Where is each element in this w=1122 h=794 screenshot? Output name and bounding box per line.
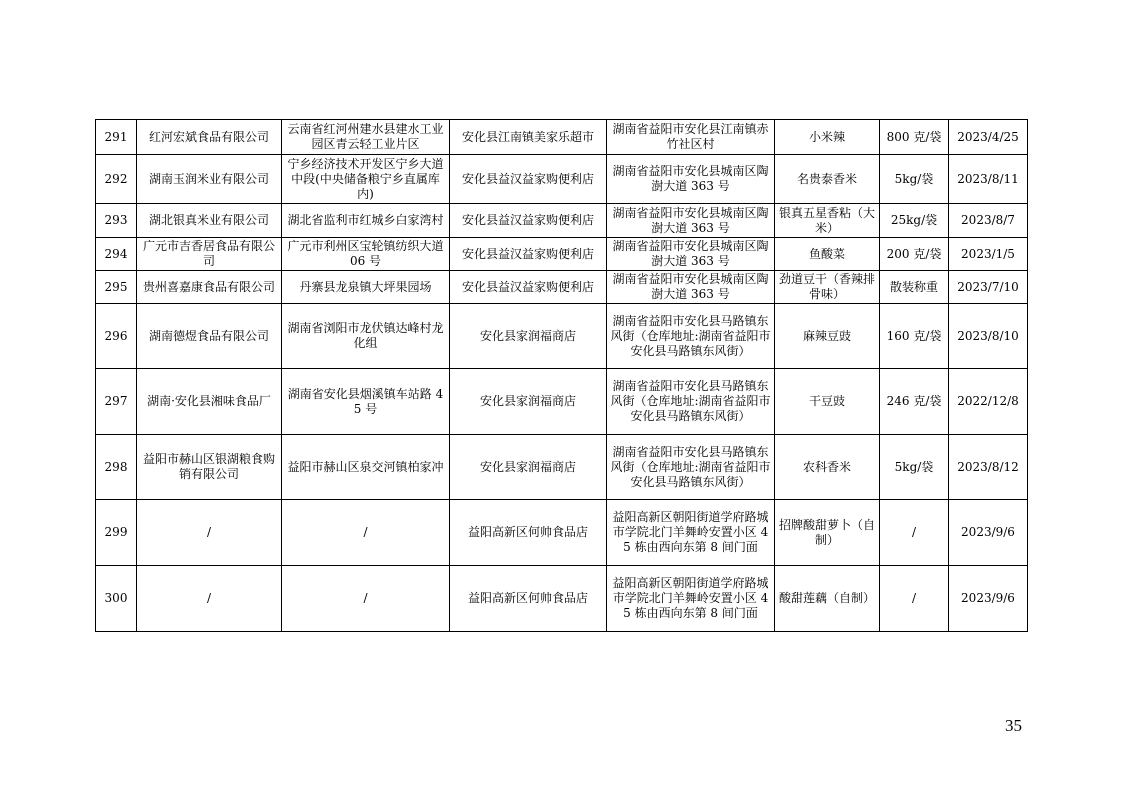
table-row: [96, 155, 1028, 204]
producer-name: 贵州喜嘉康食品有限公司: [137, 271, 282, 304]
producer-address: 广元市利州区宝轮镇纺织大道 06 号: [282, 238, 450, 271]
producer-address: 宁乡经济技术开发区宁乡大道中段(中央储备粮宁乡直属库内): [282, 155, 450, 204]
product-name: 酸甜莲藕（自制）: [775, 566, 880, 632]
product-spec: 246 克/袋: [880, 369, 949, 435]
seller-name: 益阳高新区何帅食品店: [450, 500, 607, 566]
product-spec: 5kg/袋: [880, 435, 949, 500]
table-row: [96, 566, 1028, 632]
product-name: 小米辣: [775, 120, 880, 155]
seller-address: 益阳高新区朝阳街道学府路城市学院北门羊舞岭安置小区 45 栋由西向东第 8 间门面: [607, 500, 775, 566]
production-date: 2023/8/10: [949, 304, 1028, 369]
row-number: 293: [96, 204, 137, 238]
production-date: 2023/9/6: [949, 566, 1028, 632]
product-spec: 800 克/袋: [880, 120, 949, 155]
page-number: 35: [1005, 716, 1022, 735]
producer-name: 益阳市赫山区银湖粮食购销有限公司: [137, 435, 282, 500]
producer-name: /: [137, 500, 282, 566]
product-name: 干豆豉: [775, 369, 880, 435]
row-number: 291: [96, 120, 137, 155]
seller-name: 安化县家润福商店: [450, 435, 607, 500]
seller-address: 益阳高新区朝阳街道学府路城市学院北门羊舞岭安置小区 45 栋由西向东第 8 间门面: [607, 566, 775, 632]
producer-address: 湖南省浏阳市龙伏镇达峰村龙化组: [282, 304, 450, 369]
row-number: 295: [96, 271, 137, 304]
seller-name: 安化县益汉益家购便利店: [450, 204, 607, 238]
production-date: 2023/9/6: [949, 500, 1028, 566]
product-spec: 5kg/袋: [880, 155, 949, 204]
row-number: 297: [96, 369, 137, 435]
production-date: 2022/12/8: [949, 369, 1028, 435]
product-name: 农科香米: [775, 435, 880, 500]
seller-name: 安化县江南镇美家乐超市: [450, 120, 607, 155]
row-number: 296: [96, 304, 137, 369]
seller-address: 湖南省益阳市安化县江南镇赤竹社区村: [607, 120, 775, 155]
row-number: 299: [96, 500, 137, 566]
producer-address: 云南省红河州建水县建水工业园区青云轻工业片区: [282, 120, 450, 155]
seller-name: 安化县益汉益家购便利店: [450, 238, 607, 271]
product-spec: /: [880, 566, 949, 632]
table-row: [96, 369, 1028, 435]
production-date: 2023/1/5: [949, 238, 1028, 271]
row-number: 298: [96, 435, 137, 500]
table-body: [96, 120, 1028, 632]
seller-address: 湖南省益阳市安化县马路镇东风街（仓库地址:湖南省益阳市安化县马路镇东风街）: [607, 435, 775, 500]
producer-address: /: [282, 566, 450, 632]
table-row: [96, 435, 1028, 500]
seller-name: 安化县家润福商店: [450, 304, 607, 369]
seller-address: 湖南省益阳市安化县城南区陶澍大道 363 号: [607, 204, 775, 238]
producer-address: 湖北省监利市红城乡白家湾村: [282, 204, 450, 238]
product-spec: 散装称重: [880, 271, 949, 304]
seller-name: 安化县益汉益家购便利店: [450, 271, 607, 304]
product-name: 名贵泰香米: [775, 155, 880, 204]
seller-address: 湖南省益阳市安化县马路镇东风街（仓库地址:湖南省益阳市安化县马路镇东风街）: [607, 369, 775, 435]
producer-name: 红河宏斌食品有限公司: [137, 120, 282, 155]
seller-address: 湖南省益阳市安化县城南区陶澍大道 363 号: [607, 238, 775, 271]
producer-address: 益阳市赫山区泉交河镇柏家冲: [282, 435, 450, 500]
row-number: 292: [96, 155, 137, 204]
product-name: 鱼酸菜: [775, 238, 880, 271]
row-number: 294: [96, 238, 137, 271]
table-row: [96, 271, 1028, 304]
product-spec: 200 克/袋: [880, 238, 949, 271]
table-row: [96, 304, 1028, 369]
table-row: [96, 500, 1028, 566]
production-date: 2023/8/11: [949, 155, 1028, 204]
production-date: 2023/8/12: [949, 435, 1028, 500]
production-date: 2023/4/25: [949, 120, 1028, 155]
seller-name: 益阳高新区何帅食品店: [450, 566, 607, 632]
seller-name: 安化县家润福商店: [450, 369, 607, 435]
row-number: 300: [96, 566, 137, 632]
product-name: 麻辣豆豉: [775, 304, 880, 369]
product-spec: 160 克/袋: [880, 304, 949, 369]
producer-address: 湖南省安化县烟溪镇车站路 45 号: [282, 369, 450, 435]
product-name: 劲道豆干（香辣排骨味）: [775, 271, 880, 304]
table-row: [96, 120, 1028, 155]
product-spec: 25kg/袋: [880, 204, 949, 238]
producer-name: /: [137, 566, 282, 632]
table-row: [96, 204, 1028, 238]
product-spec: /: [880, 500, 949, 566]
seller-address: 湖南省益阳市安化县城南区陶澍大道 363 号: [607, 271, 775, 304]
producer-name: 湖南·安化县湘味食品厂: [137, 369, 282, 435]
product-name: 招牌酸甜萝卜（自制）: [775, 500, 880, 566]
table-row: [96, 238, 1028, 271]
producer-name: 广元市吉香居食品有限公司: [137, 238, 282, 271]
production-date: 2023/8/7: [949, 204, 1028, 238]
producer-address: /: [282, 500, 450, 566]
product-name: 银真五星香粘（大米）: [775, 204, 880, 238]
producer-name: 湖南玉润米业有限公司: [137, 155, 282, 204]
seller-address: 湖南省益阳市安化县城南区陶澍大道 363 号: [607, 155, 775, 204]
seller-name: 安化县益汉益家购便利店: [450, 155, 607, 204]
producer-name: 湖北银真米业有限公司: [137, 204, 282, 238]
producer-name: 湖南德煜食品有限公司: [137, 304, 282, 369]
production-date: 2023/7/10: [949, 271, 1028, 304]
producer-address: 丹寨县龙泉镇大坪果园场: [282, 271, 450, 304]
sampling-records-table: [95, 119, 1028, 632]
seller-address: 湖南省益阳市安化县马路镇东风街（仓库地址:湖南省益阳市安化县马路镇东风街）: [607, 304, 775, 369]
